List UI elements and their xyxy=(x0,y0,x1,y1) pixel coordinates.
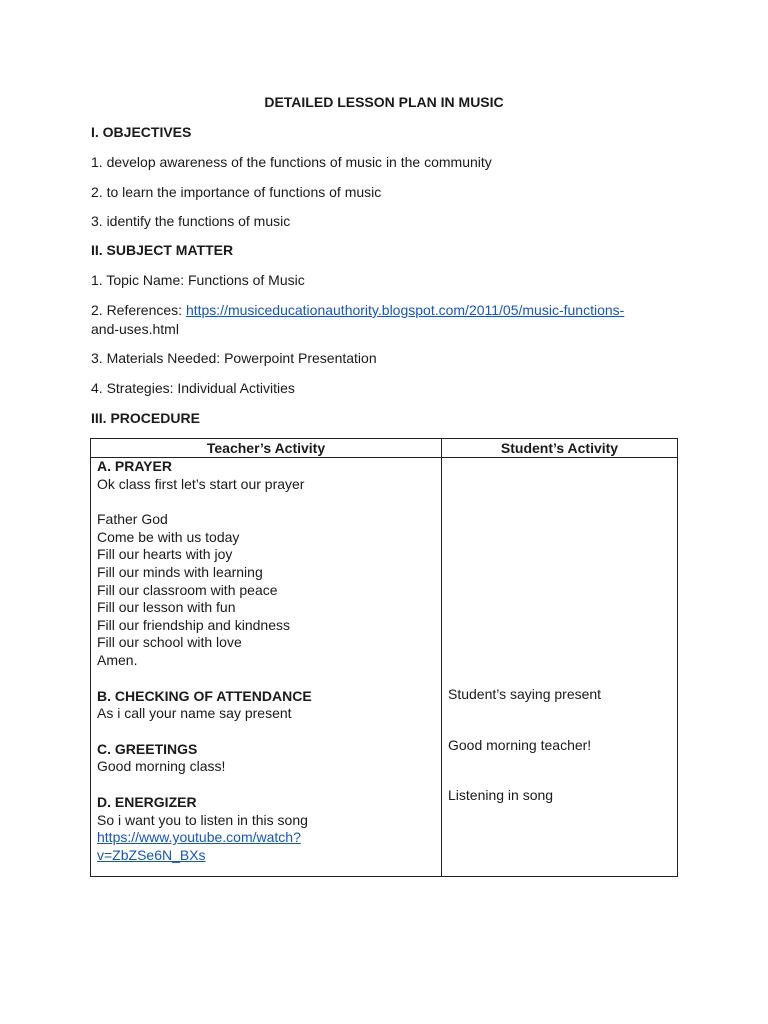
prayer-intro: Ok class first let’s start our prayer xyxy=(97,475,305,492)
references-line xyxy=(91,302,624,318)
greetings-title: C. GREETINGS xyxy=(97,740,198,757)
student-energizer: Listening in song xyxy=(448,787,554,804)
procedure-heading: III. PROCEDURE xyxy=(91,410,200,426)
attendance-text: As i call your name say present xyxy=(97,705,292,722)
teacher-activity-cell xyxy=(91,458,442,877)
objective-item: 3. identify the functions of music xyxy=(91,213,291,229)
references-label: 2. References: xyxy=(91,302,186,318)
materials-needed: 3. Materials Needed: Powerpoint Presentation xyxy=(91,350,377,366)
objective-item: 1. develop awareness of the functions of music in the community xyxy=(91,154,492,170)
prayer-line: Fill our school with love xyxy=(97,634,242,651)
student-attendance: Student’s saying present xyxy=(448,686,602,702)
prayer-line: Fill our friendship and kindness xyxy=(97,616,290,633)
prayer-line: Father God xyxy=(97,511,168,528)
student-activity-header: Student’s Activity xyxy=(442,439,678,458)
teacher-activity-header: Teacher’s Activity xyxy=(91,439,442,458)
objectives-heading: I. OBJECTIVES xyxy=(91,124,192,140)
student-activity-cell xyxy=(442,458,678,877)
prayer-title: A. PRAYER xyxy=(97,458,172,474)
procedure-table xyxy=(90,438,678,877)
strategies: 4. Strategies: Individual Activities xyxy=(91,380,295,396)
energizer-text: So i want you to listen in this song xyxy=(97,811,308,828)
references-link-continued[interactable]: and-uses.html xyxy=(91,321,179,337)
greetings-text: Good morning class! xyxy=(97,758,226,775)
table-row xyxy=(91,458,678,877)
document-title: DETAILED LESSON PLAN IN MUSIC xyxy=(264,94,504,110)
objective-item: 2. to learn the importance of functions of music xyxy=(91,184,382,200)
student-greetings: Good morning teacher! xyxy=(448,736,592,753)
prayer-line: Fill our classroom with peace xyxy=(97,581,278,598)
subject-matter-heading: II. SUBJECT MATTER xyxy=(91,242,234,258)
table-header-row xyxy=(91,439,678,458)
prayer-line: Fill our minds with learning xyxy=(97,563,263,580)
energizer-link[interactable]: https://www.youtube.com/watch? xyxy=(97,829,301,846)
prayer-line: Amen. xyxy=(97,651,138,668)
prayer-line: Fill our lesson with fun xyxy=(97,599,236,616)
energizer-link-continued[interactable]: v=ZbZSe6N_BXs xyxy=(97,846,206,863)
attendance-title: B. CHECKING OF ATTENDANCE xyxy=(97,687,312,704)
prayer-line: Come be with us today xyxy=(97,528,240,545)
references-link[interactable]: https://musiceducationauthority.blogspot.com/2011/05/music-functions- xyxy=(185,302,625,318)
energizer-title: D. ENERGIZER xyxy=(97,793,197,810)
prayer-line: Fill our hearts with joy xyxy=(97,546,233,563)
topic-name: 1. Topic Name: Functions of Music xyxy=(91,272,305,288)
